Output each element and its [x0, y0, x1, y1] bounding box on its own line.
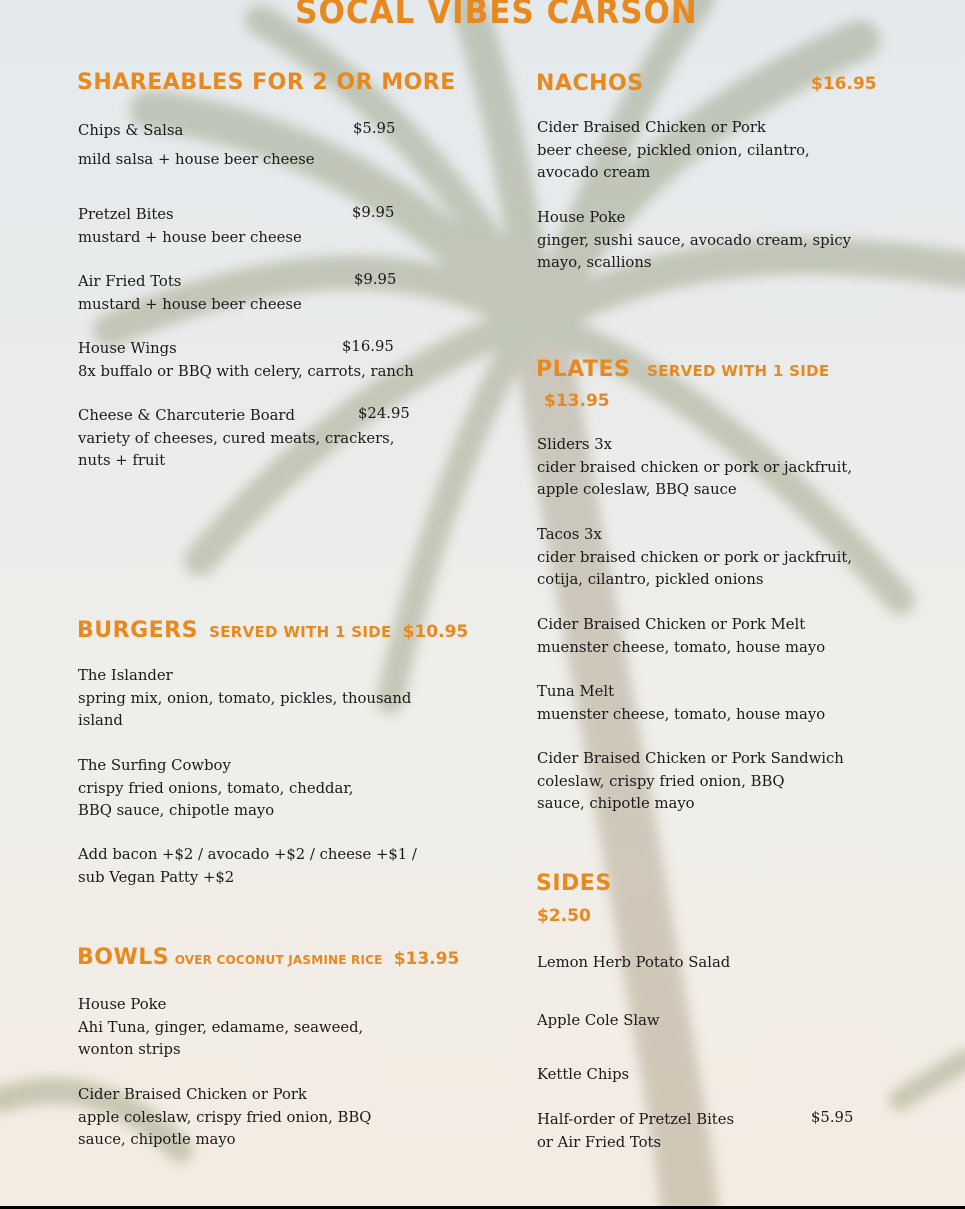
- plates-heading: PLATES SERVED WITH 1 SIDE: [536, 357, 830, 382]
- menu-item: The Surfing Cowboy crispy fried onions, tomato, cheddar, BBQ sauce, chipotle mayo: [78, 757, 354, 819]
- side-item: Half-order of Pretzel Bites or Air Fried Tots: [537, 1111, 735, 1151]
- menu-item: Cider Braised Chicken or Pork beer cheese, pickled onion, cilantro, avocado cream: [537, 119, 810, 181]
- menu-item: House Poke Ahi Tuna, ginger, edamame, seaweed, wonton strips: [78, 996, 364, 1058]
- sides-heading: SIDES: [536, 871, 612, 896]
- burgers-heading: BURGERS SERVED WITH 1 SIDE $10.95: [77, 618, 469, 643]
- menu-item: Air Fried Tots mustard + house beer cheese: [78, 273, 302, 313]
- menu-item: Tuna Melt muenster cheese, tomato, house mayo: [537, 683, 826, 723]
- item-price: $16.95: [342, 338, 394, 355]
- side-item: Lemon Herb Potato Salad: [537, 954, 731, 971]
- shareables-heading: SHAREABLES FOR 2 OR MORE: [77, 70, 456, 95]
- menu-item: Chips & Salsa: [78, 122, 184, 139]
- nachos-price: $16.95: [811, 74, 877, 94]
- bowls-heading: BOWLS OVER COCONUT JASMINE RICE $13.95: [77, 945, 460, 970]
- nachos-heading: NACHOS: [536, 71, 644, 96]
- menu-item: Cheese & Charcuterie Board variety of cheeses, cured meats, crackers, nuts + fruit: [78, 407, 395, 469]
- menu-item: Add bacon +$2 / avocado +$2 / cheese +$1 / sub Vegan Patty +$2: [78, 846, 417, 886]
- menu-item: Cider Braised Chicken or Pork Sandwich coleslaw, crispy fried onion, BBQ sauce, chipotle mayo: [537, 750, 844, 812]
- menu-item: Cider Braised Chicken or Pork Melt muenster cheese, tomato, house mayo: [537, 616, 826, 656]
- page-title: SOCAL VIBES CARSON: [295, 0, 698, 32]
- menu-item: The Islander spring mix, onion, tomato, pickles, thousand island: [78, 667, 412, 729]
- item-price: $5.95: [353, 120, 396, 137]
- menu-item: Pretzel Bites mustard + house beer cheese: [78, 206, 302, 246]
- side-item: Kettle Chips: [537, 1066, 630, 1083]
- item-desc: mild salsa + house beer cheese: [78, 151, 315, 168]
- plates-price: $13.95: [544, 391, 610, 411]
- item-price: $9.95: [354, 271, 397, 288]
- menu-item: House Poke ginger, sushi sauce, avocado cream, spicy mayo, scallions: [537, 209, 852, 271]
- menu-item: Sliders 3x cider braised chicken or pork or jackfruit, apple coleslaw, BBQ sauce: [537, 436, 853, 498]
- side-item: Apple Cole Slaw: [537, 1012, 660, 1029]
- item-price: $5.95: [811, 1109, 854, 1126]
- menu-item: Tacos 3x cider braised chicken or pork or jackfruit, cotija, cilantro, pickled onions: [537, 526, 853, 588]
- item-price: $24.95: [358, 405, 410, 422]
- menu-item: Cider Braised Chicken or Pork apple coleslaw, crispy fried onion, BBQ sauce, chipotle mayo: [78, 1086, 372, 1148]
- menu-item: House Wings 8x buffalo or BBQ with celery, carrots, ranch: [78, 340, 414, 380]
- sides-price: $2.50: [537, 906, 591, 926]
- item-price: $9.95: [352, 204, 395, 221]
